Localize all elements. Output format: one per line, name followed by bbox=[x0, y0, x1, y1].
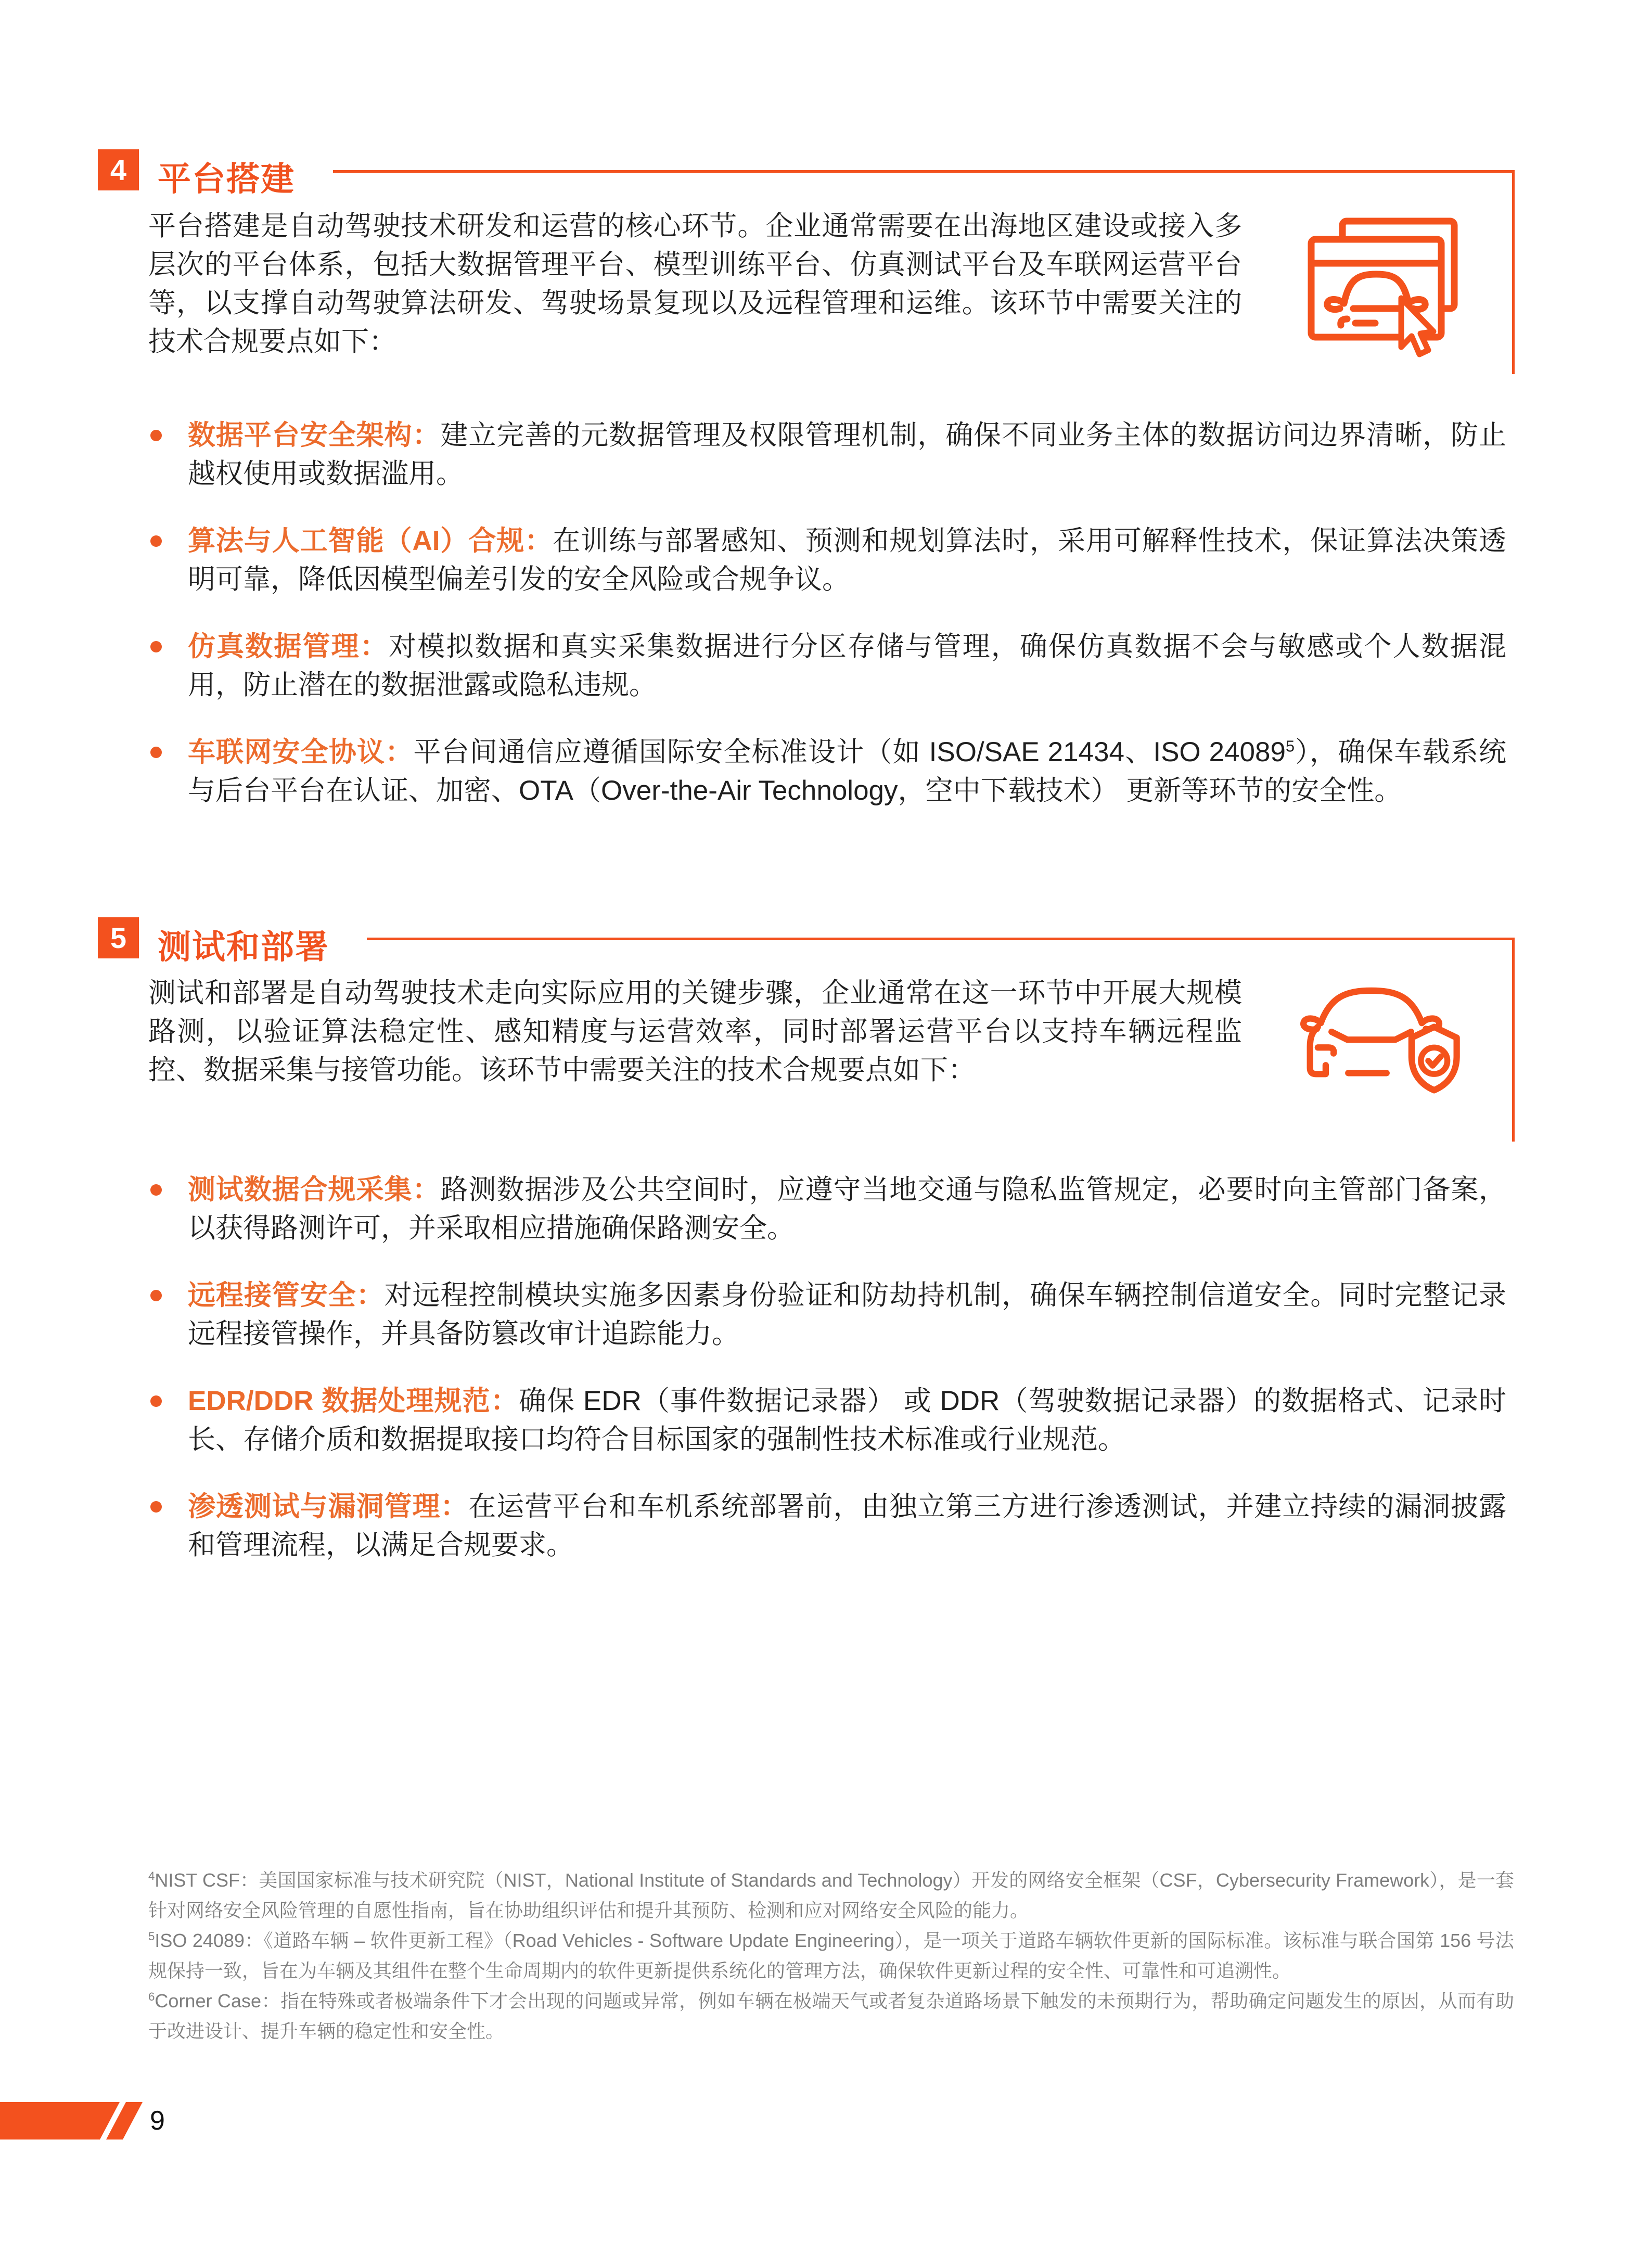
bullet-term: 算法与人工智能（AI）合规： bbox=[188, 526, 553, 556]
bullet-body: 在运营平台和车机系统部署前，由独立第三方进行渗透测试，并建立持续的漏洞披露和管理流程，以满足合规要求。 bbox=[188, 1491, 1507, 1560]
bullet-item bbox=[148, 627, 1506, 704]
footnote-4 bbox=[148, 1865, 1514, 1926]
footnote-6 bbox=[148, 1986, 1514, 2046]
section-5-title: 测试和部署 bbox=[158, 928, 329, 966]
bullet-dot-icon bbox=[150, 1395, 162, 1407]
bullet-dot-icon bbox=[150, 535, 162, 547]
bullet-dot-icon bbox=[150, 1501, 162, 1513]
bullet-item bbox=[148, 733, 1506, 810]
bullet-dot-icon bbox=[150, 641, 162, 652]
footnote-4-marker: 4 bbox=[148, 1869, 155, 1882]
bullet-dot-icon bbox=[150, 747, 162, 758]
bullet-item bbox=[148, 416, 1506, 493]
section-4-bullet-list bbox=[148, 416, 1506, 839]
car-shield-check-icon bbox=[1290, 960, 1462, 1106]
bullet-body: 对远程控制模块实施多因素身份验证和防劫持机制，确保车辆控制信道安全。同时完整记录远程接管操作，并具备防篡改审计追踪能力。 bbox=[188, 1280, 1507, 1349]
bullet-term: 远程接管安全： bbox=[188, 1280, 385, 1311]
bullet-body: 确保 EDR（事件数据记录器） 或 DDR（驾驶数据记录器）的数据格式、记录时长、存储介质和数据提取接口均符合目标国家的强制性技术标准或行业规范。 bbox=[188, 1386, 1506, 1455]
bullet-term: 数据平台安全架构： bbox=[188, 420, 441, 451]
bullet-item bbox=[148, 522, 1506, 599]
bullet-body: 平台间通信应遵循国际安全标准设计（如 ISO/SAE 21434、ISO 24089 bbox=[413, 737, 1286, 767]
bullet-dot-icon bbox=[150, 1290, 162, 1301]
footnote-6-marker: 6 bbox=[148, 1990, 155, 2003]
bullet-term: 车联网安全协议： bbox=[188, 737, 414, 767]
bullet-body: 在训练与部署感知、预测和规划算法时，采用可解释性技术，保证算法决策透明可靠，降低因模型偏差引发的安全风险或合规争议。 bbox=[188, 526, 1507, 595]
footnotes bbox=[148, 1865, 1514, 2046]
bullet-dot-icon bbox=[150, 430, 162, 441]
footnote-5-text: ISO 24089：《道路车辆 – 软件更新工程》（Road Vehicles - Software Update Engineering），是一项关于道路车辆软件更新的国际标准。该标准与联合国第 156 号法规保持一致，旨在为车辆及其组件在整个生命周期内的软件更新提供系统化的管理方法，确保软件更新过程的安全性、可靠性和可追溯性。 bbox=[148, 1930, 1514, 1981]
footnote-5 bbox=[148, 1926, 1514, 1986]
footnote-ref-5: 5 bbox=[1285, 737, 1295, 755]
section-4-badge bbox=[98, 149, 139, 190]
bullet-term: 测试数据合规采集： bbox=[188, 1174, 441, 1205]
bullet-body: 建立完善的元数据管理及权限管理机制，确保不同业务主体的数据访问边界清晰，防止越权使用或数据滥用。 bbox=[188, 420, 1507, 489]
footnote-4-text: NIST CSF：美国国家标准与技术研究院（NIST，National Institute of Standards and Technology）开发的网络安全框架（CSF，Cybersecurity Framework），是一套针对网络安全风险管理的自愿性指南，旨在协助组织评估和提升其预防、检测和应对网络安全风险的能力。 bbox=[148, 1869, 1514, 1921]
bullet-term: 仿真数据管理： bbox=[188, 631, 389, 662]
bullet-item bbox=[148, 1488, 1506, 1565]
section-5-bullet-list bbox=[148, 1171, 1506, 1593]
footer-bar-icon bbox=[0, 2102, 146, 2139]
section-5-intro: 测试和部署是自动驾驶技术走向实际应用的关键步骤，企业通常在这一环节中开展大规模路测，以验证算法稳定性、感知精度与运营效率，同时部署运营平台以支持车辆远程监控、数据采集与接管功能。该环节中需要关注的技术合规要点如下： bbox=[148, 978, 1242, 1085]
bullet-term: EDR/DDR 数据处理规范： bbox=[188, 1386, 519, 1416]
section-5-badge-number: 5 bbox=[110, 921, 127, 954]
bullet-item bbox=[148, 1382, 1506, 1459]
section-4-badge-number: 4 bbox=[110, 153, 127, 186]
bullet-body: 路测数据涉及公共空间时，应遵守当地交通与隐私监管规定，必要时向主管部门备案，以获得路测许可，并采取相应措施确保路测安全。 bbox=[188, 1174, 1507, 1244]
section-4-title: 平台搭建 bbox=[158, 160, 295, 198]
bullet-body: ），确保车载系统与后台平台在认证、加密、OTA（Over-the-Air Technology，空中下载技术） 更新等环节的安全性。 bbox=[188, 737, 1506, 806]
page-number: 9 bbox=[150, 2106, 165, 2136]
footnote-5-marker: 5 bbox=[148, 1930, 155, 1943]
bullet-term: 渗透测试与漏洞管理： bbox=[188, 1491, 469, 1522]
bullet-item bbox=[148, 1276, 1506, 1353]
bullet-body: 对模拟数据和真实采集数据进行分区存储与管理，确保仿真数据不会与敏感或个人数据混用，防止潜在的数据泄露或隐私违规。 bbox=[188, 631, 1507, 700]
footnote-6-text: Corner Case：指在特殊或者极端条件下才会出现的问题或异常，例如车辆在极端天气或者复杂道路场景下触发的未预期行为，帮助确定问题发生的原因，从而有助于改进设计、提升车辆的稳定性和安全性。 bbox=[148, 1990, 1514, 2042]
section-4-intro: 平台搭建是自动驾驶技术研发和运营的核心环节。企业通常需要在出海地区建设或接入多层次的平台体系，包括大数据管理平台、模型训练平台、仿真测试平台及车联网运营平台等，以支撑自动驾驶算法研发、驾驶场景复现以及远程管理和运维。该环节中需要关注的技术合规要点如下： bbox=[148, 211, 1242, 357]
bullet-dot-icon bbox=[150, 1184, 162, 1196]
car-browser-cursor-icon bbox=[1303, 216, 1470, 362]
section-5-badge bbox=[98, 917, 139, 958]
bullet-item bbox=[148, 1171, 1506, 1248]
